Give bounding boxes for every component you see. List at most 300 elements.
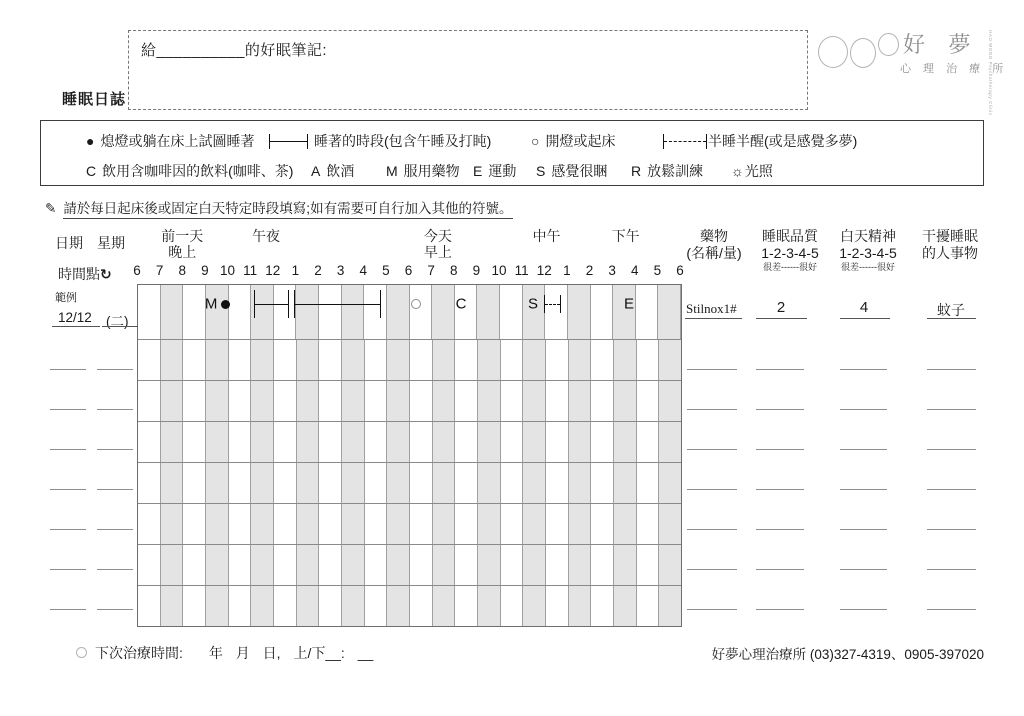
- grid-cell: [138, 422, 161, 462]
- grid-cell: [138, 463, 161, 503]
- grid-cell: [614, 422, 637, 462]
- grid-cell: [365, 504, 388, 544]
- grid-cell: [183, 340, 206, 380]
- grid-cell: [523, 422, 546, 462]
- sleep-quality-column-header: 睡眠品質 1-2-3-4-5 很差------很好: [761, 228, 819, 272]
- date-blank: [50, 569, 86, 570]
- grid-cell: [297, 504, 320, 544]
- grid-cell: [387, 463, 410, 503]
- legend-lights-on: [531, 131, 615, 151]
- weekday-blank: [97, 369, 133, 370]
- legend-exercise: [473, 161, 516, 181]
- hour-tick-label: 9: [201, 263, 209, 278]
- instruction-line: [45, 197, 513, 217]
- grid-cell: [523, 545, 546, 585]
- grid-cell: [342, 422, 365, 462]
- grid-cell: [546, 422, 569, 462]
- grid-cell: [342, 381, 365, 421]
- grid-cell: [274, 422, 297, 462]
- grid-cell: [183, 586, 206, 626]
- medication-blank: [687, 449, 737, 450]
- grid-cell: [569, 504, 592, 544]
- blank-grid-row: [138, 545, 681, 586]
- medication-blank: [687, 369, 737, 370]
- grid-cell: [319, 463, 342, 503]
- grid-cell: [229, 586, 252, 626]
- grid-cell: [569, 340, 592, 380]
- medication-blank: [687, 609, 737, 610]
- grid-cell: [546, 381, 569, 421]
- grid-cell: [501, 381, 524, 421]
- grid-cell: [455, 504, 478, 544]
- grid-cell: [297, 422, 320, 462]
- grid-cell: [387, 586, 410, 626]
- day-energy-blank: [840, 569, 887, 570]
- mark-letter-e: E: [623, 295, 634, 313]
- grid-cell: [161, 422, 184, 462]
- grid-cell: [319, 586, 342, 626]
- legend-label: 熄燈或躺在床上試圖睡著: [100, 133, 255, 149]
- note-line: 給__________的好眠筆記:: [141, 42, 328, 59]
- grid-cell: [433, 586, 456, 626]
- date-blank: [50, 609, 86, 610]
- example-sleep-quality-value: 2: [776, 299, 786, 316]
- grid-cell: [523, 504, 546, 544]
- logo-oval-icon: [850, 38, 876, 68]
- hour-tick-label: 10: [491, 263, 507, 278]
- open-circle-icon: ○: [531, 133, 540, 149]
- grid-cell: [637, 504, 660, 544]
- hour-tick-label: 2: [314, 263, 322, 278]
- grid-cell: [478, 586, 501, 626]
- grid-cell: [342, 586, 365, 626]
- legend-medication: [386, 161, 460, 181]
- legend-label: 半睡半醒(或是感覺多夢): [708, 133, 858, 149]
- logo-oval-icon: [818, 36, 848, 68]
- hour-tick-label: 5: [653, 263, 662, 278]
- grid-cell: [319, 504, 342, 544]
- medication-column-header: 藥物 (名稱/量): [686, 228, 742, 261]
- grid-cell: [501, 504, 524, 544]
- date-blank: [50, 369, 86, 370]
- medication-blank: [687, 489, 737, 490]
- instruction-text: 請於每日起床後或固定白天特定時段填寫;如有需要可自行加入其他的符號。: [63, 201, 512, 219]
- grid-cell: [546, 340, 569, 380]
- sleep-quality-blank: [756, 569, 804, 570]
- footer-circle-icon: [76, 647, 87, 658]
- date-blank: [50, 489, 86, 490]
- medication-blank: [687, 409, 737, 410]
- grid-cell: [183, 504, 206, 544]
- logo-oval-icon: [878, 33, 899, 56]
- grid-cell: [637, 340, 660, 380]
- sleep-quality-blank: [756, 369, 804, 370]
- example-weekday: (二): [106, 314, 129, 329]
- example-grid-row: [138, 285, 681, 340]
- grid-cell: [614, 463, 637, 503]
- lights-out-dot-icon: [221, 300, 230, 309]
- hour-tick-label: 5: [382, 263, 390, 278]
- weekday-column-label: 星期: [97, 235, 125, 251]
- letter-m-symbol: M: [386, 163, 398, 179]
- blank-grid-row: [138, 340, 681, 381]
- grid-cell: [501, 586, 524, 626]
- grid-cell: [569, 586, 592, 626]
- period-label: 午夜: [251, 228, 280, 244]
- grid-cell: [523, 463, 546, 503]
- grid-cell: [319, 381, 342, 421]
- grid-cell: [251, 381, 274, 421]
- grid-cell: [342, 463, 365, 503]
- hour-tick-label: 6: [133, 263, 141, 278]
- grid-cell: [161, 586, 184, 626]
- grid-cell: [365, 586, 388, 626]
- grid-cell: [659, 381, 681, 421]
- hour-tick-label: 12: [536, 263, 552, 278]
- weekday-blank: [97, 529, 133, 530]
- grid-cell: [251, 504, 274, 544]
- day-energy-blank: [840, 449, 887, 450]
- disturbance-blank: [927, 529, 976, 530]
- grid-cell: [410, 340, 433, 380]
- medication-blank: [687, 569, 737, 570]
- day-energy-blank: [840, 409, 887, 410]
- grid-cell: [523, 381, 546, 421]
- grid-cell: [546, 463, 569, 503]
- grid-cell: [591, 381, 614, 421]
- grid-cell: [365, 340, 388, 380]
- date-blank: [50, 409, 86, 410]
- grid-cell: [206, 586, 229, 626]
- grid-cell: [297, 340, 320, 380]
- grid-cell: [138, 586, 161, 626]
- grid-cell: [161, 381, 184, 421]
- grid-cell: [138, 340, 161, 380]
- grid-cell: [591, 340, 614, 380]
- day-energy-blank: [840, 609, 887, 610]
- grid-cell: [659, 545, 681, 585]
- clinic-logo-subtitle: 心 理 治 療 所: [900, 63, 1008, 75]
- letter-r-symbol: R: [631, 163, 642, 179]
- grid-cell: [433, 422, 456, 462]
- legend-label: 放鬆訓練: [647, 163, 704, 179]
- grid-cell: [138, 504, 161, 544]
- grid-cell: [342, 545, 365, 585]
- grid-cell: [569, 422, 592, 462]
- grid-cell: [614, 340, 637, 380]
- weekday-blank: [97, 449, 133, 450]
- example-medication-underline: [685, 318, 742, 319]
- grid-cell: [569, 463, 592, 503]
- blank-grid-row: [138, 504, 681, 545]
- next-session-label: 下次治療時間:: [95, 645, 183, 661]
- legend-label: 感覺很睏: [551, 163, 608, 179]
- grid-cell: [455, 340, 478, 380]
- note-box: [128, 30, 808, 110]
- legend-label: 運動: [488, 163, 517, 179]
- mark-letter-m: M: [204, 295, 218, 313]
- legend-light-exposure: [731, 161, 773, 181]
- weekday-blank: [97, 569, 133, 570]
- grid-cell: [297, 545, 320, 585]
- legend-asleep-period: [269, 131, 491, 151]
- grid-cell: [161, 504, 184, 544]
- weekday-blank: [97, 409, 133, 410]
- hour-tick-label: 11: [514, 263, 529, 278]
- grid-cell: [365, 545, 388, 585]
- grid-cell: [229, 463, 252, 503]
- grid-cell: [297, 463, 320, 503]
- sleep-bracket-icon: [269, 134, 308, 149]
- legend-box: [40, 120, 984, 186]
- wake-up-circle-icon: [411, 299, 421, 309]
- example-weekday-underline: [102, 326, 138, 327]
- grid-cell: [274, 381, 297, 421]
- legend-lights-out: [86, 131, 254, 151]
- example-sleep-quality-underline: [756, 318, 807, 319]
- grid-cell: [546, 586, 569, 626]
- grid-cell: [637, 381, 660, 421]
- hour-tick-label: 1: [563, 263, 571, 278]
- pencil-icon: ✎: [45, 201, 57, 216]
- grid-cell: [387, 545, 410, 585]
- grid-cell: [523, 340, 546, 380]
- grid-cell: [297, 586, 320, 626]
- legend-alcohol: [311, 161, 354, 181]
- grid-cell: [569, 381, 592, 421]
- grid-cell: [206, 340, 229, 380]
- hour-tick-label: 8: [178, 263, 187, 278]
- grid-cell: [501, 545, 524, 585]
- grid-cell: [501, 340, 524, 380]
- hour-tick-label: 4: [359, 263, 368, 278]
- grid-cell: [138, 545, 161, 585]
- grid-cell: [161, 463, 184, 503]
- grid-cell: [342, 340, 365, 380]
- grid-cell: [319, 545, 342, 585]
- grid-cell: [251, 422, 274, 462]
- letter-c-symbol: C: [86, 163, 97, 179]
- grid-cell: [274, 504, 297, 544]
- disturbance-column-header: 干擾睡眠 的人事物: [922, 228, 978, 261]
- grid-cell: [410, 545, 433, 585]
- grid-cell: [387, 381, 410, 421]
- daytime-energy-column-header: 白天精神 1-2-3-4-5 很差------很好: [839, 228, 897, 272]
- hour-tick-label: 9: [472, 263, 481, 278]
- legend-sleepy: [536, 161, 607, 181]
- grid-cell: [183, 463, 206, 503]
- mark-letter-c: C: [455, 295, 467, 313]
- hour-tick-label: 6: [676, 263, 684, 278]
- grid-cell: [410, 504, 433, 544]
- grid-cell: [637, 422, 660, 462]
- grid-cell: [478, 340, 501, 380]
- grid-cell: [274, 463, 297, 503]
- example-day-energy-underline: [840, 318, 890, 319]
- grid-cell: [274, 545, 297, 585]
- mark-letter-s: S: [528, 295, 539, 313]
- grid-cell: [523, 586, 546, 626]
- hour-tick-label: 6: [404, 263, 413, 278]
- hour-tick-label: 8: [449, 263, 458, 278]
- legend-label: 光照: [744, 163, 773, 179]
- grid-cell: [659, 586, 681, 626]
- grid-cell: [206, 381, 229, 421]
- grid-cell: [251, 340, 274, 380]
- grid-cell: [206, 545, 229, 585]
- grid-cell: [365, 422, 388, 462]
- example-marks-overlay: [138, 285, 681, 339]
- blank-grid-row: [138, 381, 681, 422]
- grid-cell: [410, 422, 433, 462]
- medication-blank: [687, 529, 737, 530]
- blank-grid-row: [138, 422, 681, 463]
- grid-cell: [433, 381, 456, 421]
- grid-cell: [569, 545, 592, 585]
- hour-tick-label: 11: [243, 263, 258, 278]
- next-session-fields: 年 月 日, 上/下__: __: [208, 645, 374, 661]
- grid-cell: [591, 545, 614, 585]
- hour-tick-label: 3: [608, 263, 616, 278]
- sleep-period-bracket: [294, 290, 381, 318]
- weekday-blank: [97, 609, 133, 610]
- time-point-label: 時間點↻: [58, 266, 112, 282]
- grid-cell: [433, 504, 456, 544]
- grid-cell: [387, 340, 410, 380]
- grid-cell: [183, 381, 206, 421]
- grid-cell: [637, 545, 660, 585]
- example-disturbance-value: 蚊子: [937, 302, 965, 318]
- grid-cell: [478, 545, 501, 585]
- next-session-line: [95, 643, 373, 663]
- grid-cell: [455, 586, 478, 626]
- day-energy-blank: [840, 529, 887, 530]
- grid-cell: [138, 381, 161, 421]
- legend-half-awake: [663, 131, 857, 151]
- grid-cell: [659, 422, 681, 462]
- grid-cell: [229, 340, 252, 380]
- legend-label: 服用藥物: [403, 163, 460, 179]
- grid-cell: [251, 545, 274, 585]
- hour-tick-label: 10: [219, 263, 236, 278]
- disturbance-blank: [927, 449, 976, 450]
- grid-cell: [614, 545, 637, 585]
- grid-cell: [274, 340, 297, 380]
- clinic-contact-info: 好夢心理治療所 (03)327-4319、0905-397020: [711, 647, 984, 662]
- sleep-quality-blank: [756, 489, 804, 490]
- date-blank: [50, 449, 86, 450]
- grid-cell: [455, 381, 478, 421]
- grid-cell: [365, 463, 388, 503]
- example-date-underline: [52, 326, 100, 327]
- grid-cell: [342, 504, 365, 544]
- date-column-label: 日期: [55, 235, 83, 251]
- clock-arrow-icon: ↻: [100, 266, 112, 282]
- grid-cell: [614, 381, 637, 421]
- legend-caffeine: [86, 161, 293, 181]
- disturbance-blank: [927, 609, 976, 610]
- grid-cell: [387, 504, 410, 544]
- grid-cell: [591, 504, 614, 544]
- sleep-quality-blank: [756, 409, 804, 410]
- grid-cell: [659, 463, 681, 503]
- grid-cell: [206, 422, 229, 462]
- legend-label: 飲用含咖啡因的飲料(咖啡、茶): [102, 163, 294, 179]
- grid-cell: [478, 463, 501, 503]
- grid-cell: [478, 504, 501, 544]
- date-blank: [50, 529, 86, 530]
- grid-cell: [183, 422, 206, 462]
- day-energy-blank: [840, 489, 887, 490]
- grid-cell: [161, 340, 184, 380]
- grid-cell: [614, 586, 637, 626]
- disturbance-blank: [927, 489, 976, 490]
- sun-icon: ☼: [731, 163, 744, 179]
- grid-cell: [410, 586, 433, 626]
- grid-cell: [614, 504, 637, 544]
- grid-cell: [591, 586, 614, 626]
- sleep-quality-blank: [756, 449, 804, 450]
- grid-cell: [251, 586, 274, 626]
- grid-cell: [161, 545, 184, 585]
- clinic-logo-title: 好 夢: [903, 32, 980, 57]
- grid-cell: [206, 463, 229, 503]
- grid-cell: [455, 545, 478, 585]
- hour-tick-label: 3: [336, 263, 345, 278]
- legend-label: 飲酒: [326, 163, 355, 179]
- grid-cell: [183, 545, 206, 585]
- grid-cell: [297, 381, 320, 421]
- grid-cell: [637, 463, 660, 503]
- grid-cell: [365, 381, 388, 421]
- blank-grid-row: [138, 463, 681, 504]
- letter-e-symbol: E: [473, 163, 483, 179]
- grid-cell: [591, 463, 614, 503]
- grid-cell: [387, 422, 410, 462]
- grid-cell: [501, 422, 524, 462]
- grid-cell: [319, 340, 342, 380]
- period-label: 前一天 晚上: [161, 228, 204, 260]
- hour-tick-label: 2: [585, 263, 594, 278]
- grid-cell: [478, 422, 501, 462]
- example-day-energy-value: 4: [859, 299, 869, 316]
- grid-cell: [433, 340, 456, 380]
- sleep-quality-blank: [756, 609, 804, 610]
- weekday-blank: [97, 489, 133, 490]
- grid-cell: [659, 340, 681, 380]
- grid-cell: [455, 463, 478, 503]
- disturbance-blank: [927, 409, 976, 410]
- grid-cell: [659, 504, 681, 544]
- example-disturbance-underline: [927, 318, 976, 319]
- legend-label: 開燈或起床: [545, 133, 616, 149]
- sleep-period-bracket: [254, 290, 289, 318]
- letter-s-symbol: S: [536, 163, 546, 179]
- grid-cell: [229, 381, 252, 421]
- period-label: 今天 早上: [423, 228, 452, 260]
- grid-cell: [546, 545, 569, 585]
- grid-cell: [319, 422, 342, 462]
- example-medication-value: Stilnox1#: [686, 301, 737, 316]
- day-energy-blank: [840, 369, 887, 370]
- grid-cell: [591, 422, 614, 462]
- filled-circle-icon: ●: [86, 133, 95, 149]
- example-row-label: 範例: [55, 292, 77, 304]
- sleep-grid: [137, 284, 682, 627]
- drowsy-bracket-icon: [663, 134, 707, 149]
- grid-cell: [229, 504, 252, 544]
- form-title: 睡眠日誌: [62, 91, 127, 108]
